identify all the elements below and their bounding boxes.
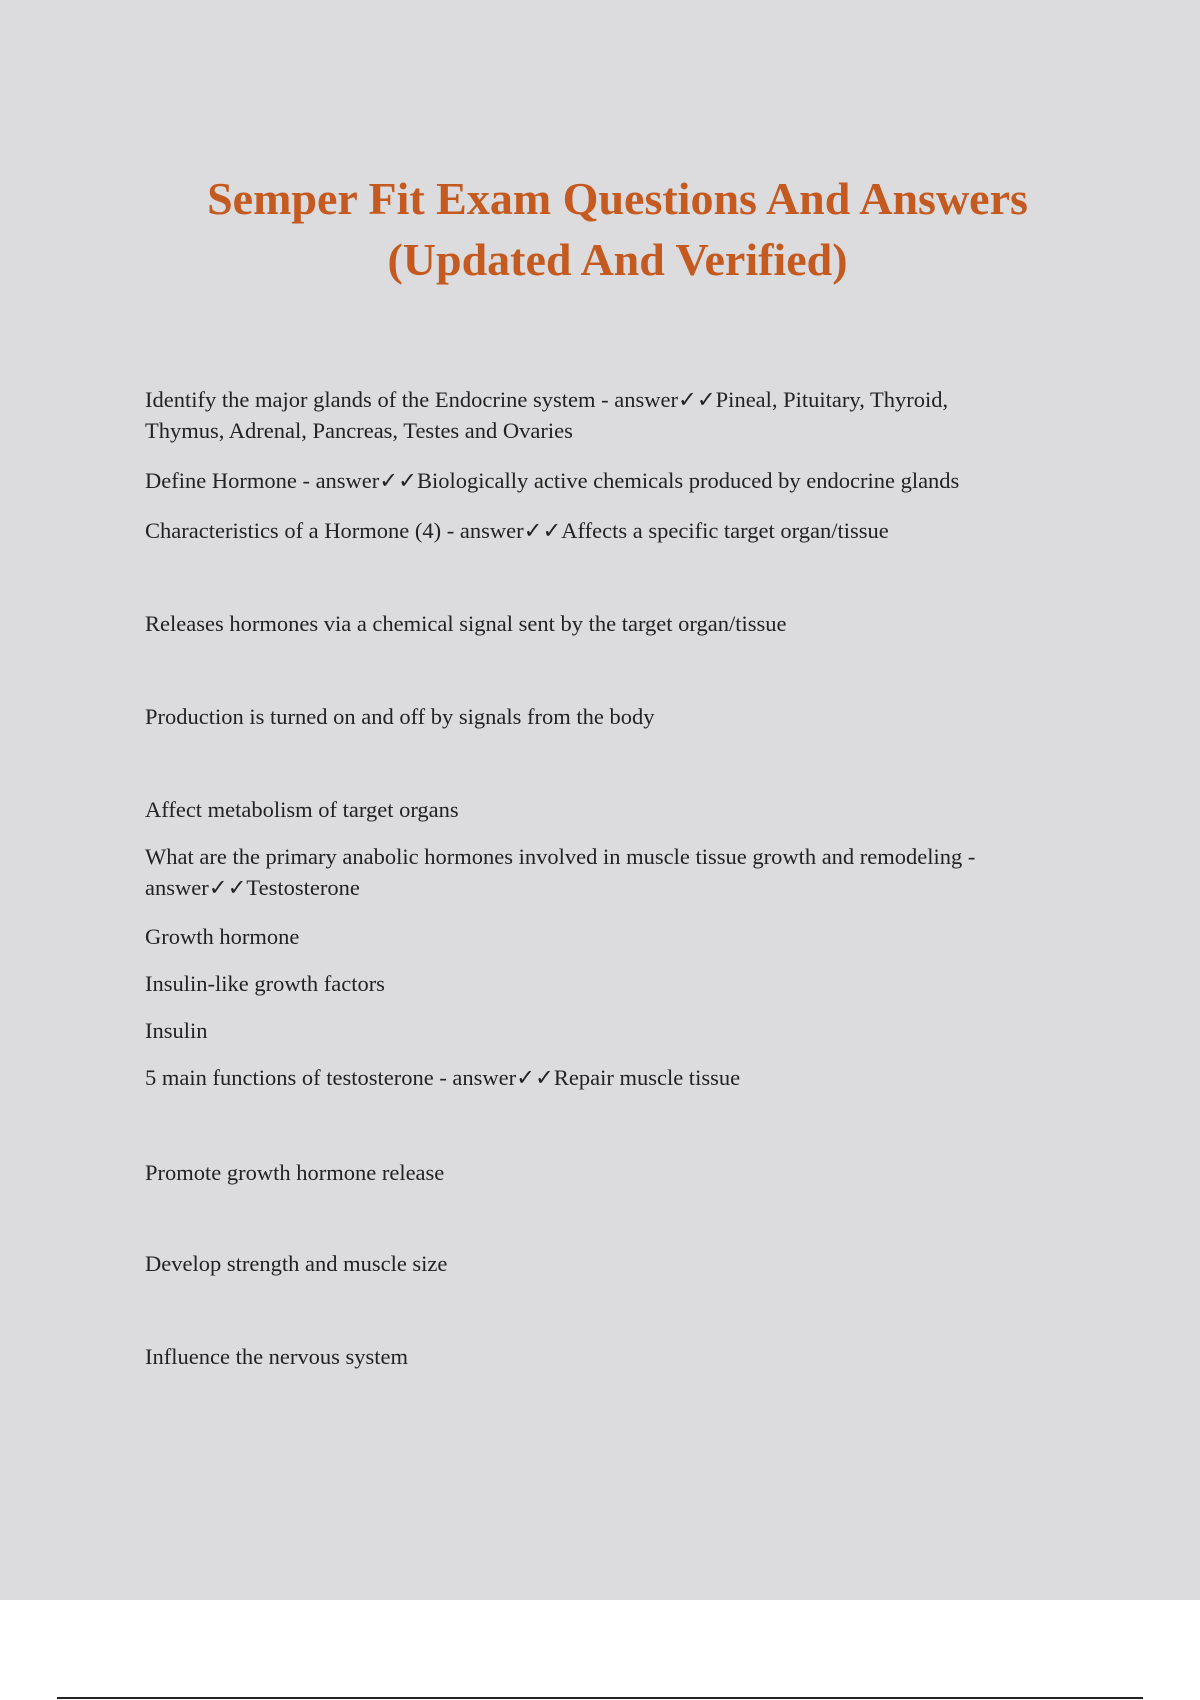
title-line-1: Semper Fit Exam Questions And Answers — [207, 173, 1028, 224]
qa-line-text: Releases hormones via a chemical signal sent by the target organ/tissue — [145, 611, 787, 636]
qa-line-text: Affect metabolism of target organs — [145, 797, 459, 822]
qa-line-text: Production is turned on and off by signals from the body — [145, 704, 655, 729]
qa-line-text: Characteristics of a Hormone (4) - answer✓✓Affects a specific target organ/tissue — [145, 518, 889, 543]
qa-line-affect-metabolism — [145, 794, 1055, 825]
qa-line-production — [145, 701, 1055, 732]
qa-line-define-hormone — [145, 465, 1055, 496]
qa-line-text: Insulin-like growth factors — [145, 971, 385, 996]
qa-line-text: Growth hormone — [145, 924, 300, 949]
qa-line-growth-hormone — [145, 921, 1055, 952]
qa-line-hormone-characteristics — [145, 515, 1055, 546]
qa-line-insulin — [145, 1015, 1055, 1046]
qa-line-text: Define Hormone - answer✓✓Biologically active chemicals produced by endocrine glands — [145, 468, 960, 493]
qa-line-text: Promote growth hormone release — [145, 1160, 445, 1185]
footer-divider — [57, 1697, 1143, 1699]
qa-line-text: Insulin — [145, 1018, 208, 1043]
qa-line-develop-strength — [145, 1248, 1055, 1279]
qa-line-text: Influence the nervous system — [145, 1344, 409, 1369]
qa-line-continuation: answer✓✓Testosterone — [145, 875, 360, 900]
qa-line-text: 5 main functions of testosterone - answer✓✓Repair muscle tissue — [145, 1065, 741, 1090]
qa-line-insulin-like-growth-factors — [145, 968, 1055, 999]
qa-line-endocrine-glands — [145, 384, 1055, 446]
qa-line-text: Develop strength and muscle size — [145, 1251, 448, 1276]
qa-line-releases-hormones — [145, 608, 1055, 639]
document-title — [100, 168, 1135, 290]
qa-line-text: What are the primary anabolic hormones involved in muscle tissue growth and remodeling - — [145, 844, 976, 869]
qa-line-text: Identify the major glands of the Endocrine system - answer✓✓Pineal, Pituitary, Thyroid, — [145, 387, 949, 412]
qa-line-promote-growth-hormone — [145, 1157, 1055, 1188]
qa-line-testosterone-functions — [145, 1062, 1055, 1093]
title-line-2: (Updated And Verified) — [387, 234, 848, 285]
qa-line-nervous-system — [145, 1341, 1055, 1372]
qa-line-anabolic-hormones — [145, 841, 1055, 903]
qa-line-continuation: Thymus, Adrenal, Pancreas, Testes and Ovaries — [145, 418, 573, 443]
